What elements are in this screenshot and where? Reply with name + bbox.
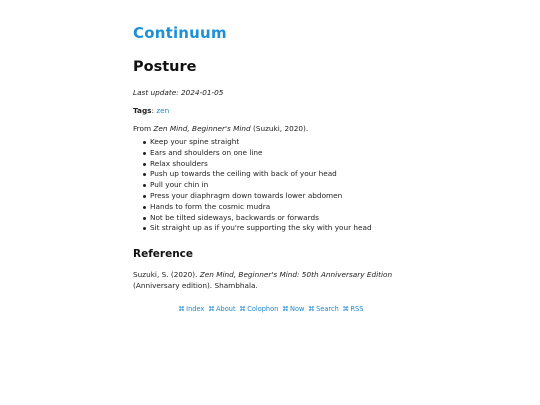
reference-suffix: (Anniversary edition). Shambhala. [133,280,258,290]
command-icon: ⌘ [342,305,349,313]
site-title-link[interactable]: Continuum [133,24,227,42]
tags-line [133,106,169,115]
reference-entry [133,270,398,292]
footer-link-search[interactable]: Search [316,305,339,313]
intro-suffix: (Suzuki, 2020). [250,124,309,133]
reference-prefix: Suzuki, S. (2020). [133,270,200,279]
list-item: Keep your spine straight [150,137,372,148]
footer-nav [0,305,540,313]
list-item: Sit straight up as if you're supporting the sky with your head [150,223,372,233]
command-icon: ⌘ [207,305,215,313]
footer-link-now[interactable]: Now [290,305,305,313]
footer-link-rss[interactable]: RSS [350,305,364,313]
list-item: Not be tilted sideways, backwards or forwards [150,213,372,224]
tag-link-zen[interactable]: zen [156,106,170,115]
reference-heading: Reference [133,248,194,260]
footer-link-colophon[interactable]: Colophon [247,305,279,313]
tags-colon: : [151,106,154,115]
reference-book-title: Zen Mind, Beginner's Mind: 50th Anniversary Edition [199,270,393,279]
command-icon: ⌘ [281,305,289,313]
footer-link-index[interactable]: Index [186,305,205,313]
intro-text [133,124,308,133]
posture-list [133,137,372,234]
list-item: Pull your chin in [150,180,372,191]
list-item: Relax shoulders [150,159,372,170]
last-update: Last update: 2024-01-05 [133,88,224,97]
intro-prefix: From [133,124,154,133]
list-item: Hands to form the cosmic mudra [150,202,372,213]
intro-book-title: Zen Mind, Beginner's Mind [153,124,251,133]
list-item: Ears and shoulders on one line [150,148,372,159]
footer-link-about[interactable]: About [216,305,236,313]
list-item: Press your diaphragm down towards lower abdomen [150,191,372,202]
command-icon: ⌘ [308,305,315,313]
command-icon: ⌘ [239,305,246,313]
list-item: Push up towards the ceiling with back of your head [150,169,372,180]
tags-label: Tags [133,106,152,115]
page-title: Posture [133,59,197,75]
command-icon: ⌘ [178,305,185,313]
